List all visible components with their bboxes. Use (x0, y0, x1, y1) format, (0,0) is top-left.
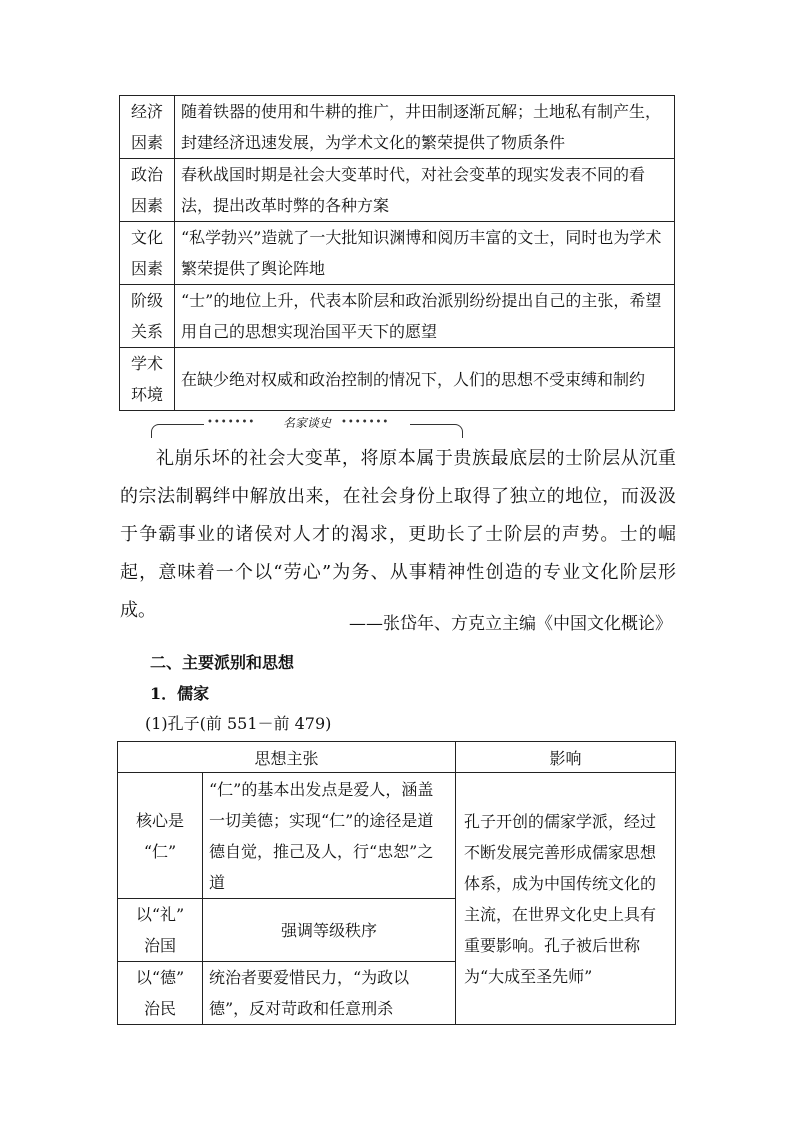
row-text: 随着铁器的使用和牛耕的推广，井田制逐渐瓦解；土地私有制产生，封建经济迅速发展，为学术文化的繁荣提供了物质条件 (175, 96, 675, 159)
header-influence: 影响 (456, 742, 676, 773)
confucius-table (117, 741, 676, 1025)
table-header-row (118, 742, 676, 773)
item-heading: (1)孔子(前 551－前 479) (145, 714, 332, 733)
sidebar-paragraph: 礼崩乐坏的社会大变革，将原本属于贵族最底层的士阶层从沉重的宗法制羁绊中解放出来，在社会身份上取得了独立的地位，而汲汲于争霸事业的诸侯对人才的渴求，更助长了士阶层的声势。士的崛起，意味着一个以“劳心”为务、从事精神性创造的专业文化阶层形成。 (120, 448, 676, 621)
row-heading: 学术 环境 (120, 348, 175, 411)
quote-source: ——张岱年、方克立主编《中国文化概论》 (349, 614, 672, 634)
banner-bracket-left (151, 424, 204, 438)
row-text: “士”的地位上升，代表本阶层和政治派别纷纷提出自己的主张，希望用自己的思想实现治国平天下的愿望 (175, 285, 675, 348)
row-text: 在缺少绝对权威和政治控制的情况下，人们的思想不受束缚和制约 (175, 348, 675, 411)
row-heading: 政治 因素 (120, 159, 175, 222)
subsection-heading: 1．儒家 (150, 684, 210, 703)
row-heading: 文化 因素 (120, 222, 175, 285)
row-key: 核心是 “仁” (118, 773, 203, 899)
influence-text: 孔子开创的儒家学派，经过不断发展完善形成儒家思想体系，成为中国传统文化的主流，在世界文化史上具有重要影响。孔子被后世称为“大成至圣先师” (456, 773, 676, 1025)
banner-bracket-right (410, 424, 463, 438)
header-thought: 思想主张 (118, 742, 456, 773)
row-heading: 阶级 关系 (120, 285, 175, 348)
background-factors-table (119, 95, 675, 411)
section-heading: 二、主要派别和思想 (150, 653, 295, 672)
table-row (120, 285, 675, 348)
row-key: 以“礼” 治国 (118, 899, 203, 962)
table-row (118, 773, 676, 899)
row-text: 统治者要爱惜民力，“为政以德”，反对苛政和任意刑杀 (203, 962, 456, 1025)
row-key: 以“德” 治民 (118, 962, 203, 1025)
table-row (120, 222, 675, 285)
row-text: “仁”的基本出发点是爱人，涵盖一切美德；实现“仁”的途径是道德自觉，推己及人，行“忠恕”之道 (203, 773, 456, 899)
sidebar-banner (151, 414, 463, 438)
table-row (120, 96, 675, 159)
table-row (120, 159, 675, 222)
sidebar-title: 名家谈史 (282, 416, 331, 430)
row-text: 春秋战国时期是社会大变革时代，对社会变革的现实发表不同的看法，提出改革时弊的各种方案 (175, 159, 675, 222)
row-heading: 经济 因素 (120, 96, 175, 159)
dots-decoration: ••••••• (341, 417, 390, 428)
row-text: “私学勃兴”造就了一大批知识渊博和阅历丰富的文士，同时也为学术繁荣提供了舆论阵地 (175, 222, 675, 285)
table-row (120, 348, 675, 411)
dots-decoration: ••••••• (207, 417, 256, 428)
row-text: 强调等级秩序 (203, 899, 456, 962)
